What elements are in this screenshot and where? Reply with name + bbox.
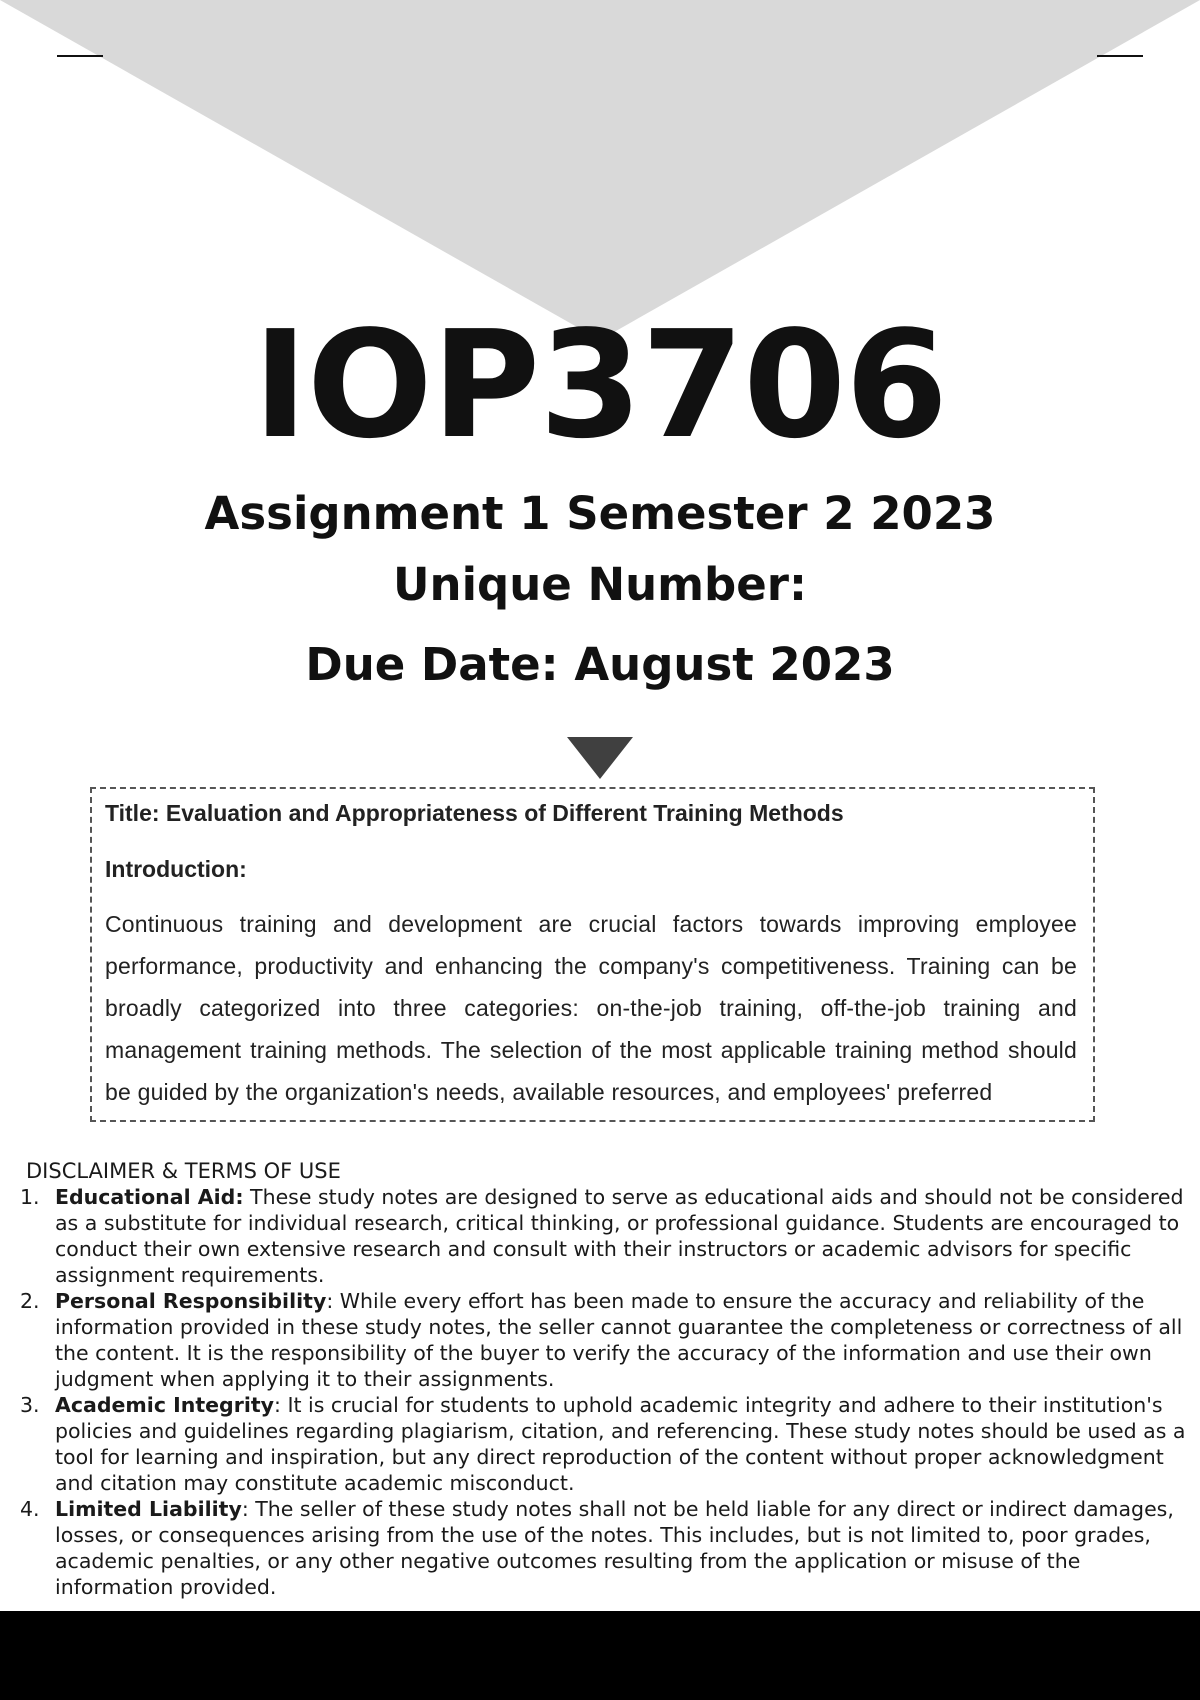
terms-item <box>20 1392 1192 1496</box>
preview-title: Title: Evaluation and Appropriateness of Different Training Methods <box>105 800 844 826</box>
terms-item-label: Limited Liability <box>55 1497 242 1521</box>
introduction-heading: Introduction: <box>105 856 247 882</box>
terms-item-number: 4. <box>20 1497 40 1521</box>
due-date-label: Due Date: August 2023 <box>305 638 895 691</box>
preview-excerpt-box <box>90 787 1095 1122</box>
terms-item-text: : While every effort has been made to ensure the accuracy and reliability of the information provided in these study notes, the seller cannot guarantee the completeness or correctness of all the content. It is the responsibility of the buyer to verify the accuracy of the information and use their own judgment when applying it to their assignments. <box>55 1289 1183 1391</box>
header-chevron-shape <box>0 0 1200 340</box>
disclaimer-section <box>20 1158 1192 1600</box>
terms-item-number: 3. <box>20 1393 40 1417</box>
terms-item-text: : It is crucial for students to uphold academic integrity and adhere to their institution's policies and guidelines regarding plagiarism, citation, and referencing. These study notes should be used as a tool for learning and inspiration, but any direct reproduction of the content without proper acknowledgment and citation may constitute academic misconduct. <box>55 1393 1186 1495</box>
footer-bar <box>0 1611 1200 1700</box>
down-arrow-icon <box>567 737 633 779</box>
disclaimer-heading: DISCLAIMER & TERMS OF USE <box>26 1159 341 1183</box>
terms-item-label: Personal Responsibility <box>55 1289 327 1313</box>
terms-item-number: 2. <box>20 1289 40 1313</box>
course-code-title: IOP3706 <box>252 299 948 471</box>
terms-item <box>20 1184 1192 1288</box>
terms-item-label: Academic Integrity <box>55 1393 275 1417</box>
terms-item-number: 1. <box>20 1185 40 1209</box>
corner-rule-left <box>57 55 103 57</box>
terms-item <box>20 1288 1192 1392</box>
terms-item-text: : The seller of these study notes shall not be held liable for any direct or indirect damages, losses, or consequences arising from the use of the notes. This includes, but is not limited to, poor grades, academic penalties, or any other negative outcomes resulting from the application or misuse of the information provided. <box>55 1497 1174 1599</box>
unique-number-label: Unique Number: <box>393 558 807 611</box>
terms-item-text: These study notes are designed to serve as educational aids and should not be considered as a substitute for individual research, critical thinking, or professional guidance. Students are encouraged to conduct their own extensive research and consult with their instructors or academic advisors for specific assignment requirements. <box>55 1185 1184 1287</box>
terms-item-label: Educational Aid: <box>55 1185 244 1209</box>
corner-rule-right <box>1097 55 1143 57</box>
terms-item <box>20 1496 1192 1600</box>
introduction-paragraph: Continuous training and development are crucial factors towards improving employee performance, productivity and enhancing the company's competitiveness. Training can be broadly categorized into three categories: on-the-job training, off-the-job training and management training methods. The selection of the most applicable training method should be guided by the organization's needs, available resources, and employees' preferred <box>105 911 1077 1105</box>
assignment-subtitle: Assignment 1 Semester 2 2023 <box>204 487 996 540</box>
